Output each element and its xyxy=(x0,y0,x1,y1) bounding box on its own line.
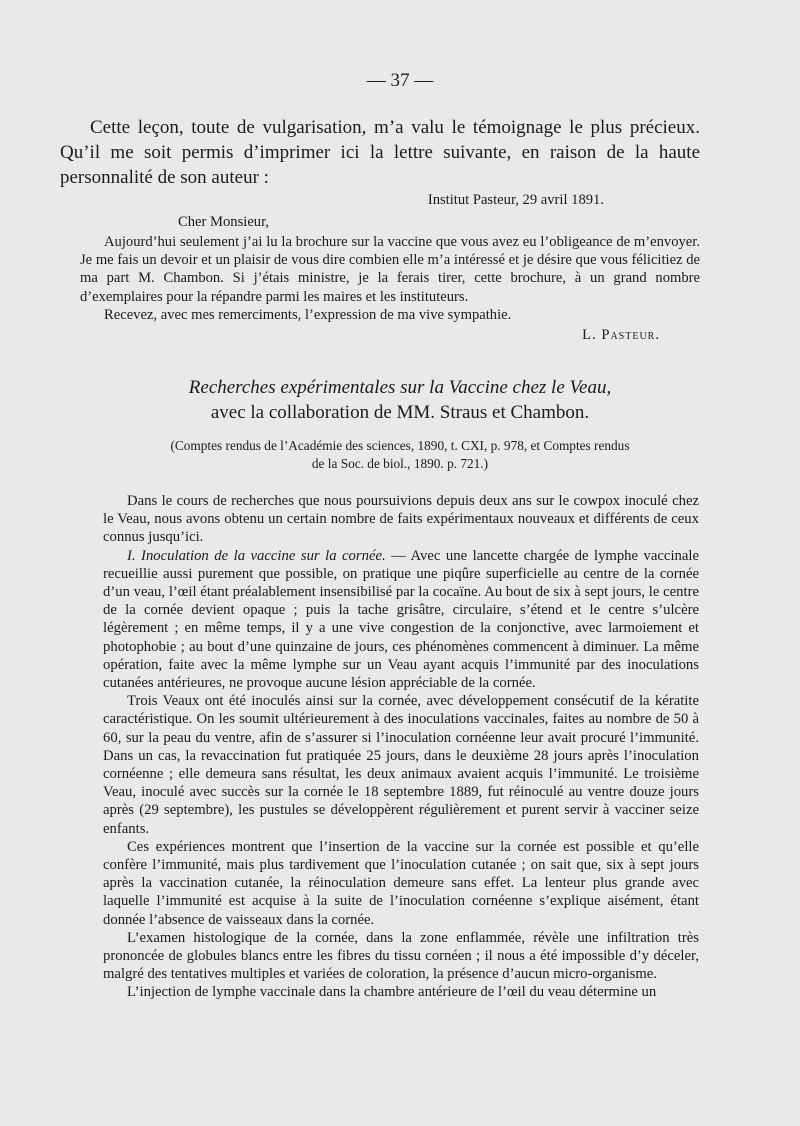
page-number: — 37 — xyxy=(366,70,434,91)
paragraph-1: Dans le cours de recherches que nous poursuivions depuis deux ans sur le cowpox inoculé chez le Veau, nous avons obtenu un certain nombre de faits expérimentaux nouveaux et différents de ceux connus jusqu’ici. xyxy=(103,493,699,546)
section-heading-inoculation-cornee: I. Inoculation de la vaccine sur la cornée. xyxy=(127,547,386,564)
paragraph-5: L’examen histologique de la cornée, dans la zone enflammée, révèle une infiltration très prononcée de globules blancs entre les fibres du tissu cornéen ; il nous a été impossible d’y déceler, malgré des tentatives multiples et variées de coloration, la présence d’aucun micro-organisme. xyxy=(103,929,699,983)
letter-salutation: Cher Monsieur, xyxy=(178,214,270,230)
pasteur-letter xyxy=(80,189,700,344)
source-line-1: (Comptes rendus de l’Académie des sciences, 1890, t. CXI, p. 978, et Comptes rendus xyxy=(170,438,630,453)
intro-paragraph: Cette leçon, toute de vulgarisation, m’a valu le témoignage le plus précieux. Qu’il me soit permis d’imprimer ici la lettre suivante, en raison de la haute personnalité de son auteur : xyxy=(60,117,700,188)
paragraph-3: Trois Veaux ont été inoculés ainsi sur la cornée, avec développement consécutif de la kératite caractéristique. On les soumit ultérieurement à des inoculations vaccinales, faites au nombre de 50 à 60, sur la peau du ventre, afin de s’assurer si l’inoculation cornéenne leur avait procuré l’immunité. Dans un cas, la revaccination fut pratiquée 25 jours, dans le deuxième 28 jours après l’inoculation cornéenne ; elle demeura sans résultat, les deux animaux avaient acquis l’immunité. Le troisième Veau, inoculé avec succès sur la cornée le 18 septembre 1889, fut réinoculé au ventre douze jours après (29 septembre), les pustules se développèrent régulièrement et purent servir à vacciner seize enfants. xyxy=(103,693,699,837)
paragraph-2 xyxy=(103,547,699,693)
article-title-italic: Recherches expérimentales sur la Vaccine chez le Veau, xyxy=(188,377,612,398)
paragraph-6: L’injection de lymphe vaccinale dans la chambre antérieure de l’œil du veau détermine un xyxy=(127,984,657,1001)
letter-body: Aujourd’hui seulement j’ai lu la brochure sur la vaccine que vous avez eu l’obligeance de m’envoyer. Je me fais un devoir et un plaisir de vous dire combien elle m’a intéressé et je désire que vous félicitiez de ma part M. Chambon. Si j’étais ministre, je la ferais tirer, cette brochure, à un grand nombre d’exemplaires pour la répandre parmi les maires et les instituteurs. xyxy=(80,234,700,305)
letter-signature: L. Pasteur. xyxy=(582,327,660,344)
letter-dateline: Institut Pasteur, 29 avril 1891. xyxy=(427,192,604,208)
article-source xyxy=(120,437,680,473)
paragraph-2-text: — Avec une lancette chargée de lymphe vaccinale recueillie aussi purement que possible, on pratique une piqûre superficielle au centre de la cornée d’un veau, l’œil étant préalablement insensibilisé par la cocaïne. Au bout de six à sept jours, le centre de la cornée devient opaque ; puis la tache grisâtre, circulaire, s’étend et le centre s’ulcère légèrement ; en même temps, il y a une vive congestion de la conjonctive, avec larmoiement et photophobie ; au bout d’une quinzaine de jours, ces phénomènes commencent à diminuer. La même opération, faite avec la même lymphe sur un Veau ayant acquis l’immunité par des inoculations cutanées antérieures, ne provoque aucune lésion appréciable de la cornée. xyxy=(103,547,699,692)
article-body xyxy=(103,492,699,1002)
article-title-collaboration: avec la collaboration de MM. Straus et Chambon. xyxy=(210,402,590,423)
source-line-2: de la Soc. de biol., 1890. p. 721.) xyxy=(311,456,489,471)
paragraph-4: Ces expériences montrent que l’insertion de la vaccine sur la cornée est possible et qu’elle confère l’immunité, mais plus tardivement que l’inoculation cutanée ; on sait que, six à sept jours après la vaccination cutanée, la réinoculation demeure sans effet. La lenteur plus grande avec laquelle l’immunité est acquise à la suite de l’inoculation cornéenne s’explique aisément, étant donnée l’absence de vaisseaux dans la cornée. xyxy=(103,838,699,928)
letter-closing: Recevez, avec mes remerciments, l’expression de ma vive sympathie. xyxy=(104,306,512,323)
article-title xyxy=(60,375,740,425)
